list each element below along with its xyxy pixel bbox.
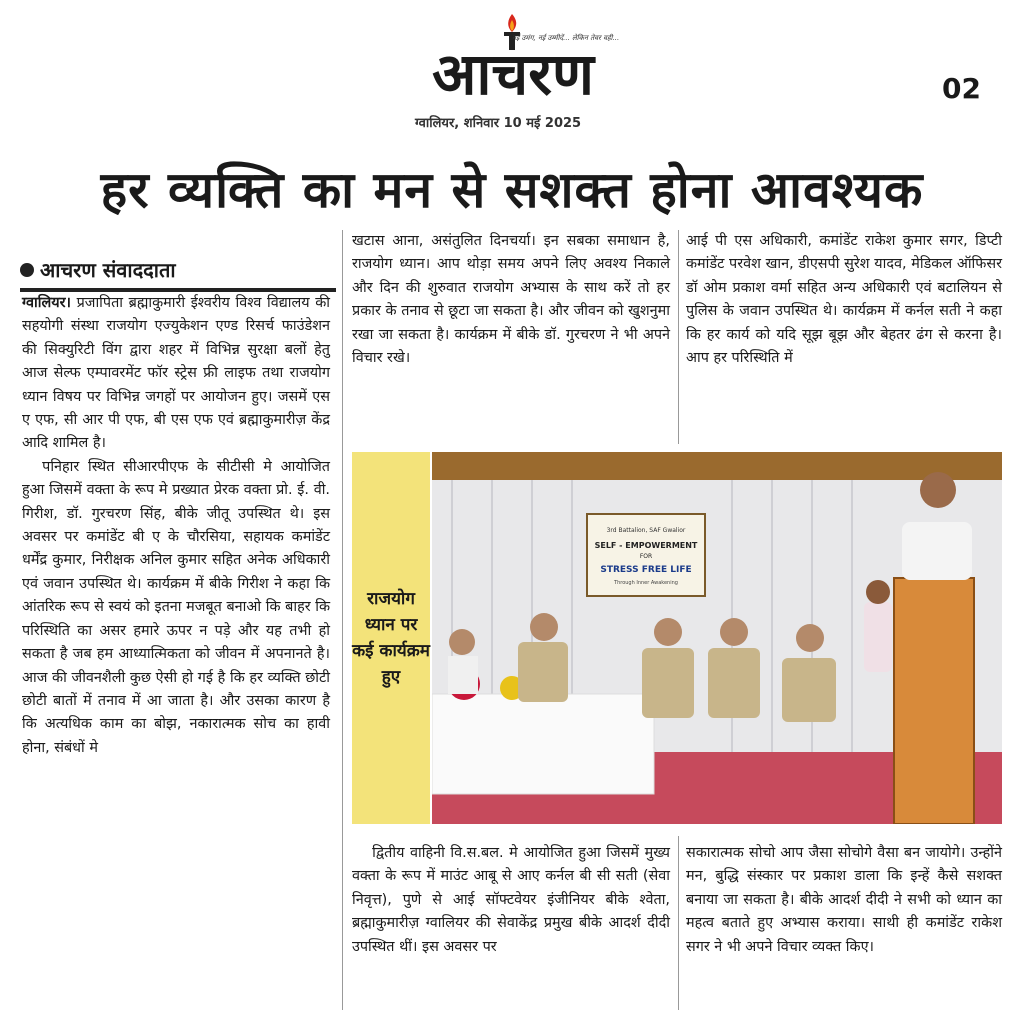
- headline: हर व्यक्ति का मन से सशक्त होना आवश्यक: [100, 161, 924, 219]
- article-column-1: [22, 292, 330, 760]
- bullet-icon: [20, 263, 34, 277]
- masthead-tagline: नई उमंग, नई उम्मीदें... लेकिन तेवर वही...: [512, 34, 620, 42]
- article-column-2-top: [352, 230, 670, 370]
- column2-top-text: खटास आना, असंतुलित दिनचर्या। इन सबका समाधान है, राजयोग ध्यान। आप थोड़ा समय अपने लिए अवश्य निकाले और दिन की शुरुवात राजयोग अभ्यास के साथ करें तो हर प्रकार के तनाव से छूटा जा सकता है। और जीवन को खुशनुमा रखा जा सकता है। कार्यक्रम में बीके डॉ. गुरचरण ने भी अपने विचार रखे।: [352, 233, 670, 367]
- column3-bottom-text: सकारात्मक सोचो आप जैसा सोचोगे वैसा बन जायोगे। उन्होंने मन, बुद्धि संस्कार पर प्रकाश डाला कि इन्हें कैसे सशक्त बनाया जा सकता है। बीके आदर्श दीदी ने सभी को ध्यान का महत्व बताते हुए अभ्यास कराया। साथी ही कमांडेंट राकेश सगर ने भी अपने विचार व्यक्त किए।: [686, 845, 1002, 955]
- logo-text: आचरण: [432, 40, 594, 104]
- banner-line-1: 3rd Battalion, SAF Gwalior: [606, 527, 686, 534]
- column-divider: [342, 230, 343, 1010]
- photo-caption-text: राजयोग ध्यान पर कई कार्यक्रम हुए: [352, 589, 430, 687]
- banner-line-4: STRESS FREE LIFE: [600, 565, 692, 575]
- city-dateline: ग्वालियर।: [22, 295, 71, 311]
- column3-top-text: आई पी एस अधिकारी, कमांडेंट राकेश कुमार सगर, डिप्टी कमांडेंट परवेश खान, डीएसपी सुरेश यादव, मेडिकल ऑफिसर डॉ ओम प्रकाश वर्मा सहित अन्य अधिकारी एवं बटालियन से पुलिस के जवान उपस्थित थे। कार्यक्रम में कर्नल सती ने कहा कि हर कार्य को यदि सूझ बूझ और बेहतर ढंग से करना है। आप हर परिस्थिति में: [686, 233, 1002, 367]
- article-column-2-bottom: [352, 842, 670, 959]
- article-column-3-top: [686, 230, 1002, 370]
- banner-line-5: Through Inner Awakening: [614, 580, 678, 586]
- column1-para1-text: प्रजापिता ब्रह्माकुमारी ईश्वरीय विश्व विद्यालय की सहयोगी संस्था राजयोग एज्युकेशन एण्ड रिसर्च फाउंडेशन की सिक्युरिटी विंग द्वारा शहर में विभिन्न सुरक्षा बलों हेतु आज सेल्फ एम्पावरमेंट फॉर स्ट्रेस फ्री लाइफ तथा राजयोग ध्यान विषय पर विभिन्न जगहों पर आयोजन हुए। जसमें एस ए एफ, सी आर पी एफ, बी एस एफ एवं ब्रह्माकुमारीज़ केंद्र आदि शामिल है।: [22, 295, 330, 452]
- masthead-dateline: ग्वालियर, शनिवार 10 मई 2025: [415, 116, 582, 131]
- column2-bottom-text: द्वितीय वाहिनी वि.स.बल. मे आयोजित हुआ जिसमें मुख्य वक्ता के रूप में माउंट आबू से आए कर्नल बी सी सती (सेवा निवृत्त), पुणे से आई सॉफ्टवेयर इंजीनियर बीके श्वेता, ब्रह्माकुमारीज़ ग्वालियर की सेवाकेंद्र प्रमुख बीके आदर्श दीदी उपस्थित थीं। इस अवसर पर: [352, 845, 670, 955]
- article-column-3-bottom: [686, 842, 1002, 959]
- newspaper-logo: [388, 8, 638, 104]
- column-divider: [678, 836, 679, 1010]
- column-divider: [678, 230, 679, 444]
- event-photo: [432, 452, 1002, 824]
- byline-text: आचरण संवाददाता: [40, 258, 176, 282]
- column1-para1: [22, 292, 330, 456]
- banner-line-3: FOR: [639, 553, 653, 560]
- banner-line-2: SELF - EMPOWERMENT: [594, 541, 698, 550]
- photo-caption: [352, 452, 430, 824]
- event-banner: [587, 514, 705, 596]
- page-number: 02: [942, 72, 981, 105]
- byline: [20, 256, 176, 283]
- column1-para2: पनिहार स्थित सीआरपीएफ के सीटीसी मे आयोजित हुआ जिसमें वक्ता के रूप मे प्रख्यात प्रेरक वक्ता प्रो. ई. वी. गिरीश, डॉ. गुरचरण सिंह, बीके जीतू उपस्थित थे। इस अवसर पर कमांडेंट बी ए के चौरसिया, सहायक कमांडेंट धर्मेंद्र कुमार, निरीक्षक अनिल कुमार सहित अनेक अधिकारी एवं जवान उपस्थित थे। कार्यक्रम में बीके गिरीश ने कहा कि आंतरिक रूप से स्वयं को इतना मजबूत बनाओ कि बाहर कि परिस्थिति का असर हमारे ऊपर न पड़े और यह तभी हो सकता है जब हम आध्यात्मिकता को जीवन में अपनानते है। आज की जीवनशैली कुछ ऐसी हो गई है कि हर व्यक्ति छोटी छोटी बातों में तनाव में आ जाता है। और उसका कारण है कि अत्यधिक काम का बोझ, नकारात्मक सोच का हावी होना, संबंधों मे: [22, 458, 330, 756]
